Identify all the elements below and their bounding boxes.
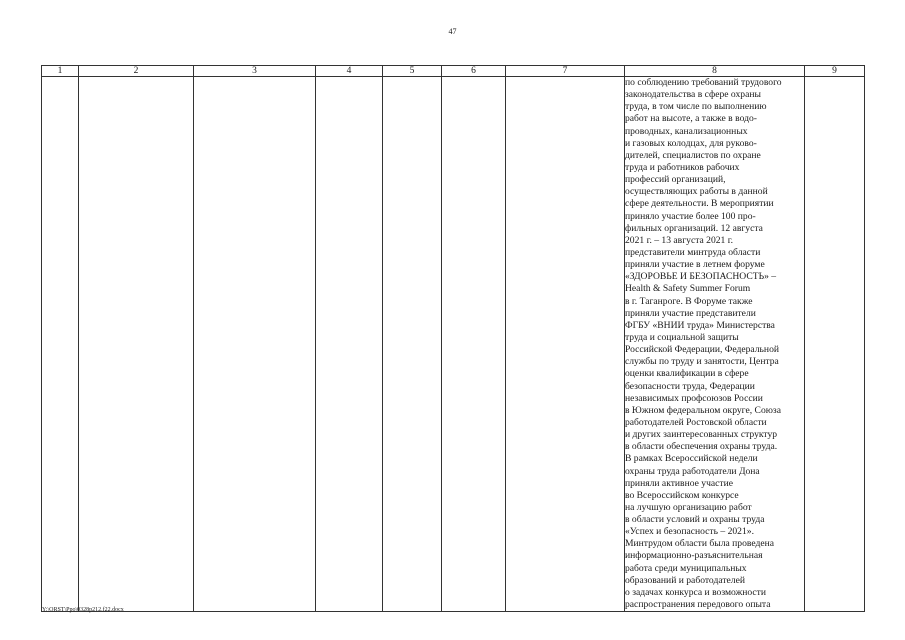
text-line: в области условий и охраны труда [625, 514, 765, 526]
text-line: Российской Федерации, Федеральной [625, 344, 780, 356]
column-header-9: 9 [805, 66, 865, 77]
text-line: профессий организаций, [625, 174, 726, 186]
cell-col-9 [805, 77, 865, 612]
text-line: приняли участие представители [625, 307, 756, 319]
text-line: приняли участие в летнем форуме [625, 259, 765, 271]
text-line: приняли активное участие [625, 477, 734, 489]
text-line: в Южном федеральном округе, Союза [625, 404, 781, 416]
text-line: 2021 г. – 13 августа 2021 г. [625, 234, 734, 246]
text-line: и газовых колодцах, для руково- [625, 137, 757, 149]
text-line: на лучшую организацию работ [625, 501, 752, 513]
text-line: о задачах конкурса и возможности [625, 586, 766, 598]
cell-col-7 [506, 77, 625, 612]
column-header-1: 1 [42, 66, 79, 77]
text-line: фильных организаций. 12 августа [625, 222, 763, 234]
text-line: работодателей Ростовской области [625, 416, 767, 428]
text-line: в области обеспечения охраны труда. [625, 441, 778, 453]
text-line: труда и социальной защиты [625, 331, 739, 343]
column-header-7: 7 [506, 66, 625, 77]
footer-file-path: Y:\ORST\Ppo\0328p212.f22.docx [42, 607, 124, 613]
text-line: в г. Таганроге. В Форуме также [625, 295, 753, 307]
column-header-4: 4 [316, 66, 383, 77]
text-line: приняло участие более 100 про- [625, 210, 756, 222]
text-line: работа среди муниципальных [625, 562, 747, 574]
cell-col-3 [194, 77, 316, 612]
table-row [42, 77, 865, 612]
text-line: сфере деятельности. В мероприятии [625, 198, 774, 210]
column-header-6: 6 [442, 66, 506, 77]
text-line: службы по труду и занятости, Центра [625, 356, 779, 368]
text-line: труда и работников рабочих [625, 161, 740, 173]
cell-col-4 [316, 77, 383, 612]
text-line: «ЗДОРОВЬЕ И БЕЗОПАСНОСТЬ» – [625, 271, 777, 283]
text-line: «Успех и безопасность – 2021». [625, 526, 754, 538]
text-line: безопасности труда, Федерации [625, 380, 755, 392]
text-line: ФГБУ «ВНИИ труда» Министерства [625, 319, 775, 331]
text-line: независимых профсоюзов России [625, 392, 763, 404]
text-line: информационно-разъяснительная [625, 550, 763, 562]
column-header-2: 2 [79, 66, 194, 77]
text-line: охраны труда работодатели Дона [625, 465, 760, 477]
text-line: представители минтруда области [625, 246, 761, 258]
cell-col-2 [79, 77, 194, 612]
text-line: дителей, специалистов по охране [625, 149, 761, 161]
column-header-3: 3 [194, 66, 316, 77]
text-line: проводных, канализационных [625, 125, 748, 137]
header-row [42, 66, 865, 77]
text-line: законодательства в сфере охраны [625, 89, 761, 101]
document-table [41, 65, 865, 612]
text-line: распространения передового опыта [625, 599, 771, 611]
cell-col-8-text [625, 77, 805, 612]
cell-col-6 [442, 77, 506, 612]
page-number: 47 [448, 27, 457, 36]
text-line: В рамках Всероссийской недели [625, 453, 758, 465]
column-header-5: 5 [383, 66, 442, 77]
text-line: осуществляющих работы в данной [625, 186, 768, 198]
text-line: работ на высоте, а также в водо- [625, 113, 757, 125]
text-line: по соблюдению требований трудового [625, 77, 782, 88]
column-header-8: 8 [625, 66, 805, 77]
cell-col-1 [42, 77, 79, 612]
text-line: труда, в том числе по выполнению [625, 101, 767, 113]
cell-col-5 [383, 77, 442, 612]
text-line: образований и работодателей [625, 574, 745, 586]
text-line: оценки квалификации в сфере [625, 368, 749, 380]
text-line: во Всероссийском конкурсе [625, 489, 739, 501]
text-line: Health & Safety Summer Forum [625, 283, 751, 295]
text-line: и других заинтересованных структур [625, 429, 778, 441]
text-line: Минтрудом области была проведена [625, 538, 775, 550]
